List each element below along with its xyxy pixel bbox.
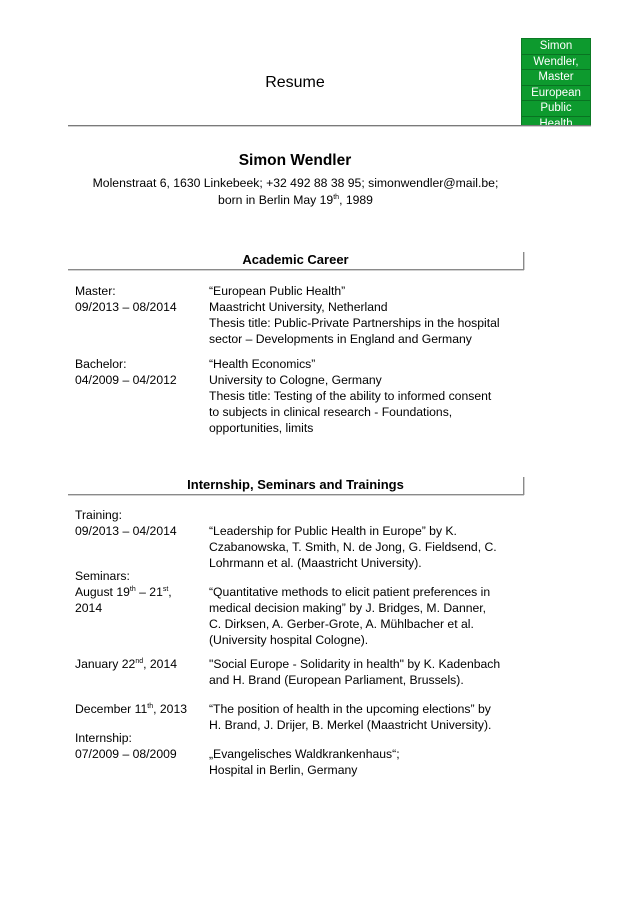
training-period: 09/2013 – 04/2014 [75, 524, 177, 538]
training-line: Lohrmann et al. (Maastricht University). [209, 556, 422, 570]
training-details [209, 523, 529, 571]
seminar3-line: “The position of health in the upcoming elections” by [209, 702, 491, 716]
seminar3-date-a: December 11 [75, 702, 148, 716]
training-label-block [75, 507, 177, 539]
master-period: 09/2013 – 08/2014 [75, 300, 177, 314]
master-label-block [75, 283, 177, 315]
page-title: Resume [265, 74, 325, 91]
bachelor-line: “Health Economics” [209, 357, 316, 371]
birth-text: born in Berlin May 19 [218, 193, 334, 207]
master-line: Thesis title: Public-Private Partnerships in the hospital [209, 316, 500, 330]
master-line: “European Public Health” [209, 284, 346, 298]
master-line: Maastricht University, Netherland [209, 300, 388, 314]
training-label: Training: [75, 508, 122, 522]
seminar1-date [75, 584, 172, 600]
birth-sup: th [333, 193, 340, 201]
sidebar-line: Wendler, [522, 55, 590, 71]
internship-label: Internship: [75, 731, 132, 745]
seminar1-date-b: – 21 [135, 585, 163, 599]
section-heading-academic: Academic Career [68, 252, 524, 270]
seminar3-sup: th [147, 702, 154, 710]
seminar3-details [209, 701, 529, 733]
seminar1-sup-b: st [162, 585, 169, 593]
seminar1-line: medical decision making” by J. Bridges, M. Danner, [209, 601, 487, 615]
address-line: Molenstraat 6, 1630 Linkebeek; +32 492 88 38 95; simonwendler@mail.be; [92, 176, 499, 190]
internship-line: Hospital in Berlin, Germany [209, 763, 358, 777]
seminar1-year: 2014 [75, 601, 103, 615]
training-line: “Leadership for Public Health in Europe” by K. [209, 524, 457, 538]
master-line: sector – Developments in England and Germany [209, 332, 472, 346]
bachelor-line: opportunities, limits [209, 421, 314, 435]
sidebar-line: Simon [522, 39, 590, 55]
seminar2-date [75, 656, 177, 672]
seminar1-details [209, 584, 529, 648]
person-name: Simon Wendler [238, 152, 352, 169]
birth-line [68, 192, 523, 209]
internship-details [209, 746, 529, 778]
seminars-label: Seminars: [75, 569, 130, 583]
seminar1-line: (University hospital Cologne). [209, 633, 369, 647]
header-divider [68, 125, 591, 126]
bachelor-line: to subjects in clinical research - Foundations, [209, 405, 453, 419]
seminar1-line: “Quantitative methods to elicit patient preferences in [209, 585, 491, 599]
seminar1-line: C. Dirksen, A. Gerber-Grote, A. Mühlbacher et al. [209, 617, 474, 631]
bachelor-label: Bachelor: [75, 357, 127, 371]
seminar2-line: "Social Europe - Solidarity in health" by K. Kadenbach [209, 657, 501, 671]
seminar3-line: H. Brand, J. Drijer, B. Merkel (Maastricht University). [209, 718, 492, 732]
seminar2-sup: nd [135, 657, 144, 665]
bachelor-label-block [75, 356, 177, 388]
training-line: Czabanowska, T. Smith, N. de Jong, G. Fieldsend, C. [209, 540, 497, 554]
master-details [209, 283, 529, 347]
section-heading-internship: Internship, Seminars and Trainings [68, 477, 524, 495]
seminar1-date-a: August 19 [75, 585, 130, 599]
sidebar-line: European [522, 86, 590, 102]
sidebar-line: Health [539, 117, 573, 130]
internship-line: „Evangelisches Waldkrankenhaus“; [209, 747, 400, 761]
bachelor-details [209, 356, 529, 436]
birth-year: , 1989 [339, 193, 373, 207]
master-label: Master: [75, 284, 116, 298]
seminar1-date-c: , [168, 585, 172, 599]
seminar2-date-b: , 2014 [143, 657, 177, 671]
sidebar-line: Master [522, 70, 590, 86]
seminar1-sup-a: th [129, 585, 136, 593]
bachelor-line: University to Cologne, Germany [209, 373, 382, 387]
bachelor-line: Thesis title: Testing of the ability to informed consent [209, 389, 492, 403]
bachelor-period: 04/2009 – 04/2012 [75, 373, 177, 387]
sidebar-line: Public [522, 101, 590, 117]
contact-block [68, 175, 523, 209]
seminar3-date-b: , 2013 [153, 702, 187, 716]
seminar2-details [209, 656, 529, 688]
seminar3-date [75, 701, 187, 717]
internship-label-block [75, 730, 177, 762]
seminar2-line: and H. Brand (European Parliament, Brussels). [209, 673, 464, 687]
internship-period: 07/2009 – 08/2009 [75, 747, 177, 761]
seminar2-date-a: January 22 [75, 657, 136, 671]
seminars-label-block [75, 568, 172, 616]
